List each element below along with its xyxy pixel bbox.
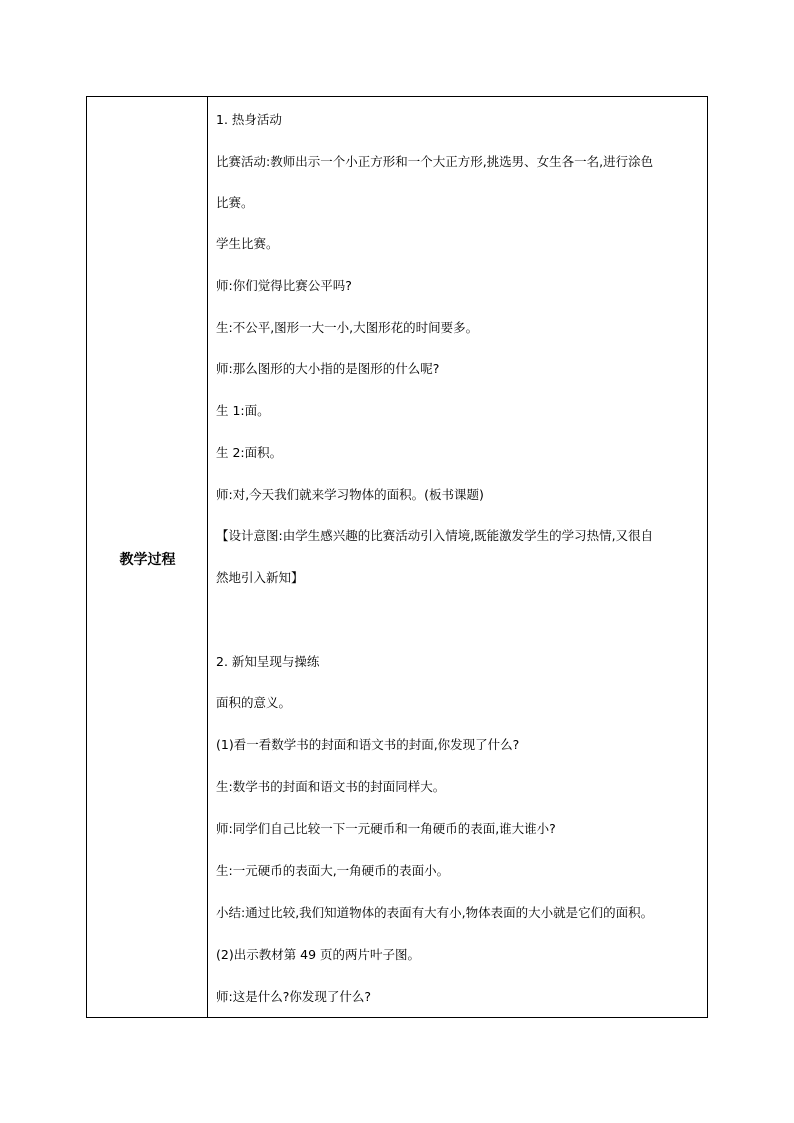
text-line: 生 1:面。	[216, 403, 270, 418]
text-line: (1)看一看数学书的封面和语文书的封面,你发现了什么?	[216, 737, 520, 752]
text-line: 学生比赛。	[216, 236, 279, 251]
text-line: 生:不公平,图形一大一小,大图形花的时间要多。	[216, 320, 479, 335]
text-line: 比赛。	[216, 195, 254, 210]
text-line: 面积的意义。	[216, 695, 292, 710]
lesson-table	[86, 96, 708, 1018]
design-intent-line: 【设计意图:由学生感兴趣的比赛活动引入情境,既能激发学生的学习热情,又很自	[216, 528, 654, 543]
text-line: 师:这是什么?你发现了什么?	[216, 989, 371, 1004]
section-heading-warmup: 1. 热身活动	[216, 112, 282, 127]
design-intent-line: 然地引入新知】	[216, 570, 304, 585]
text-line: 生:一元硬币的表面大,一角硬币的表面小。	[216, 863, 450, 878]
text-line: (2)出示教材第 49 页的两片叶子图。	[216, 947, 421, 962]
content-cell	[208, 97, 707, 1017]
section-heading-new-knowledge: 2. 新知呈现与操练	[216, 654, 320, 669]
text-line: 师:你们觉得比赛公平吗?	[216, 278, 352, 293]
text-line: 师:对,今天我们就来学习物体的面积。(板书课题)	[216, 487, 484, 502]
row-label-cell	[87, 97, 208, 1017]
row-label: 教学过程	[119, 552, 176, 568]
text-line: 比赛活动:教师出示一个小正方形和一个大正方形,挑选男、女生各一名,进行涂色	[216, 154, 654, 169]
text-line: 小结:通过比较,我们知道物体的表面有大有小,物体表面的大小就是它们的面积。	[216, 905, 654, 920]
text-line: 生 2:面积。	[216, 445, 283, 460]
text-line: 生:数学书的封面和语文书的封面同样大。	[216, 779, 446, 794]
text-line: 师:那么图形的大小指的是图形的什么呢?	[216, 361, 440, 376]
text-line: 师:同学们自己比较一下一元硬币和一角硬币的表面,谁大谁小?	[216, 821, 556, 836]
